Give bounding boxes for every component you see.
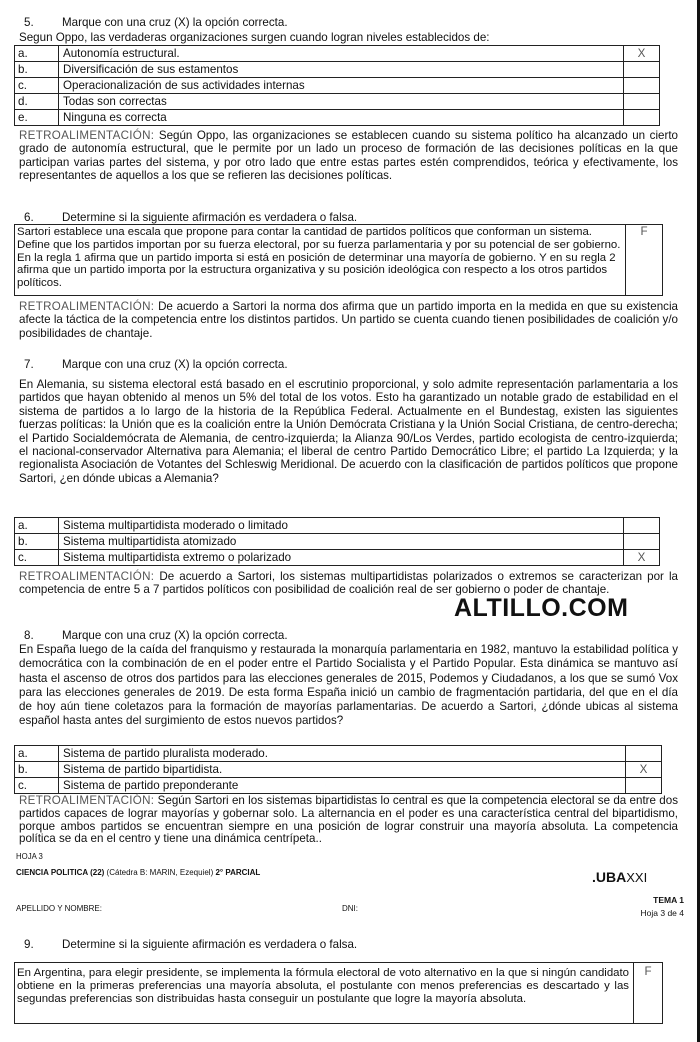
- option-row[interactable]: [15, 110, 660, 126]
- uba-logo-bold: .UBA: [592, 869, 627, 885]
- option-row[interactable]: [15, 762, 662, 778]
- option-row[interactable]: [15, 94, 660, 110]
- question-8-options: [14, 745, 662, 794]
- question-9-header: [24, 938, 357, 951]
- question-number: 7.: [24, 358, 34, 371]
- option-mark[interactable]: [626, 778, 662, 794]
- question-7-prompt: En Alemania, su sistema electoral está basado en el escrutinio proporcional, y solo admite representación parlamentaria a los partidos que hayan obtenido al menos un 5% del total de los votos. Esto ha garantizado un notable grado de estabilidad en el sistema de partidos a lo largo de la historia de la República Federal. Actualmente en el Bundestag, existen las siguientes fuerzas políticas: la Unión que es la coalición entre la Unión Demócrata Cristiana y la Unión Social Cristiana, de centro-derecha; el Partido Socialdemócrata de Alemania, de centro-izquierda; la Alianza 90/Los Verdes, partido ecologista de centro-izquierda; el nacional-conservador Alternativa para Alemania; el liberal de centro Partido Democrático Libre; el partido La Izquierda; y la regionalista Asociación de Votantes del Schleswig Meridional. De acuerdo con la clasificación de partidos políticos que propone Sartori, ¿en dónde ubicas a Alemania?: [19, 378, 678, 485]
- option-text: Todas son correctas: [59, 94, 624, 110]
- feedback-label: RETROALIMENTACIÓN:: [19, 129, 155, 142]
- tema-label: TEMA 1: [653, 895, 684, 905]
- question-7-header: [24, 358, 288, 371]
- question-5-options: [14, 45, 660, 126]
- option-mark[interactable]: [624, 534, 660, 550]
- option-row[interactable]: [15, 550, 660, 566]
- option-row[interactable]: [15, 62, 660, 78]
- statement-text: Sartori establece una escala que propone para contar la cantidad de partidos políticos que conforman un sistema. Define que los partidos importan por su fuerza electoral, por su fuerza parlamentaria y por su potencial de ser gobierno. En la regla 1 afirma que un partido importa si está en posición de determinar una mayoría de gobierno. Y en su regla 2 afirma que un partido importa por la estructura organizativa y su posición ideológica con respecto a los otros partidos políticos.: [17, 226, 621, 290]
- option-text: Sistema de partido bipartidista.: [59, 762, 626, 778]
- dni-field-label: DNI:: [342, 904, 358, 913]
- question-number: 9.: [24, 938, 34, 951]
- option-row[interactable]: [15, 518, 660, 534]
- option-mark[interactable]: [624, 94, 660, 110]
- question-number: 8.: [24, 629, 34, 642]
- option-row[interactable]: [15, 778, 662, 794]
- option-mark[interactable]: X: [626, 762, 662, 778]
- option-text: Sistema multipartidista moderado o limitado: [59, 518, 624, 534]
- question-5-feedback: [19, 129, 678, 183]
- option-text: Autonomía estructural.: [59, 46, 624, 62]
- feedback-text: Según Oppo, las organizaciones se establecen cuando su sistema político ha alcanzado un cierto grado de autonomía estructural, que le permite por un lado un proceso de formación de las decisiones políticas en la que participan varias partes del sistema, y por otro lado que entre estas partes estén comprendidos, teórica y efectivamente, los representantes de aquellos a los que se refieren las decisiones políticas.: [19, 129, 678, 183]
- page-count: Hoja 3 de 4: [640, 908, 684, 918]
- option-row[interactable]: [15, 746, 662, 762]
- answer-cell[interactable]: F: [625, 225, 662, 295]
- option-text: Sistema de partido pluralista moderado.: [59, 746, 626, 762]
- question-9-statement-box: [14, 962, 663, 1024]
- question-number: 6.: [24, 211, 34, 224]
- option-letter: d.: [15, 94, 59, 110]
- question-instruction: Determine si la siguiente afirmación es verdadera o falsa.: [62, 938, 358, 951]
- option-letter: b.: [15, 534, 59, 550]
- option-letter: b.: [15, 62, 59, 78]
- feedback-label: RETROALIMENTACIÓN:: [19, 570, 155, 583]
- option-letter: a.: [15, 518, 59, 534]
- feedback-label: RETROALIMENTACIÓN:: [19, 300, 155, 313]
- option-letter: b.: [15, 762, 59, 778]
- question-5-header: [24, 16, 288, 29]
- option-mark[interactable]: [624, 518, 660, 534]
- question-8-feedback: [19, 795, 678, 846]
- option-mark[interactable]: X: [624, 550, 660, 566]
- option-mark[interactable]: X: [624, 46, 660, 62]
- name-field-label: APELLIDO Y NOMBRE:: [16, 904, 102, 913]
- option-row[interactable]: [15, 46, 660, 62]
- course-name: CIENCIA POLITICA (22): [16, 868, 105, 877]
- feedback-text: De acuerdo a Sartori la norma dos afirma que un partido importa en la medida en que su existencia afecte la táctica de la competencia entre los distintos partidos. Un partido se cuenta cuando tienen posibilidades de coalición y/o posibilidades de chantaje.: [19, 300, 678, 340]
- question-instruction: Marque con una cruz (X) la opción correcta.: [62, 358, 288, 371]
- altillo-watermark-logo: ALTILLO.COM: [454, 594, 629, 622]
- uba-logo-light: XXI: [626, 870, 648, 885]
- question-number: 5.: [24, 16, 34, 29]
- question-8-prompt: En España luego de la caída del franquismo y restaurada la monarquía parlamentaria en 1982, mantuvo la estabilidad política y democrática con la combinación de en el poder entre el Partido Socialista y el Partido Popular. Esta dinámica se mantuvo así hasta el ascenso de otros dos partidos para las elecciones generales de 2015, Podemos y Ciudadanos, a los que se sumó Vox para las elecciones generales de 2019. De esta forma España inició un cambio de fragmentación partidaria, del que en el día de hoy aún tiene coletazos para la formación de mayorías parlamentarias. De acuerdo a Sartori, ¿dónde ubicas al sistema español hasta antes del surgimiento de estos nuevos partidos?: [19, 643, 678, 728]
- parcial: 2° PARCIAL: [215, 868, 261, 877]
- question-7-options: [14, 517, 660, 566]
- option-text: Sistema multipartidista extremo o polarizado: [59, 550, 624, 566]
- feedback-label: RETROALIMENTACIÓN:: [19, 794, 155, 807]
- question-instruction: Determine si la siguiente afirmación es verdadera o falsa.: [62, 211, 358, 224]
- catedra: (Cátedra B: MARIN, Ezequiel): [106, 868, 214, 877]
- option-text: Sistema de partido preponderante: [59, 778, 626, 794]
- option-mark[interactable]: [626, 746, 662, 762]
- answer-cell[interactable]: F: [633, 963, 662, 1023]
- option-letter: c.: [15, 778, 59, 794]
- question-6-statement-box: [14, 224, 663, 296]
- option-mark[interactable]: [624, 78, 660, 94]
- option-letter: c.: [15, 78, 59, 94]
- sheet-number: HOJA 3: [16, 852, 43, 861]
- uba-logo: [592, 871, 647, 884]
- course-title: [16, 866, 260, 879]
- option-letter: c.: [15, 550, 59, 566]
- question-7-feedback: [19, 570, 678, 597]
- feedback-text: Según Sartori en los sistemas bipartidistas lo central es que la competencia electoral se da entre dos partidos capaces de lograr mayorías y gobernar solo. La alternancia en el poder es una característica central del bipartidismo, porque ambos partidos se encuentran siempre en una posición de lograr construir una mayoría absoluta. La competencia política se da en el centro y tiene una dinámica centrípeta..: [19, 794, 678, 846]
- statement-text: En Argentina, para elegir presidente, se implementa la fórmula electoral de voto alternativo en la que si ningún candidato obtiene en la primeras preferencias una mayoría absoluta, el postulante con menos preferencias es descartado y las segundas preferencias son distribuidas hasta conseguir un postulante que logre la mayoría absoluta.: [17, 967, 629, 1005]
- option-text: Operacionalización de sus actividades internas: [59, 78, 624, 94]
- option-letter: a.: [15, 746, 59, 762]
- feedback-text: De acuerdo a Sartori, los sistemas multipartidistas polarizados o extremos se caracterizan por la competencia de entre 5 a 7 partidos políticos con posibilidad de coalición real de ser gobierno o poder de chantaje.: [19, 570, 678, 597]
- option-letter: e.: [15, 110, 59, 126]
- question-instruction: Marque con una cruz (X) la opción correcta.: [62, 16, 288, 29]
- option-text: Diversificación de sus estamentos: [59, 62, 624, 78]
- option-row[interactable]: [15, 534, 660, 550]
- question-6-header: [24, 211, 357, 224]
- option-row[interactable]: [15, 78, 660, 94]
- option-mark[interactable]: [624, 62, 660, 78]
- option-text: Ninguna es correcta: [59, 110, 624, 126]
- option-text: Sistema multipartidista atomizado: [59, 534, 624, 550]
- question-8-header: [24, 629, 288, 642]
- question-6-feedback: [19, 300, 678, 340]
- option-mark[interactable]: [624, 110, 660, 126]
- option-letter: a.: [15, 46, 59, 62]
- question-5-prompt: Segun Oppo, las verdaderas organizaciones surgen cuando logran niveles establecidos de:: [19, 31, 490, 44]
- question-instruction: Marque con una cruz (X) la opción correcta.: [62, 629, 288, 642]
